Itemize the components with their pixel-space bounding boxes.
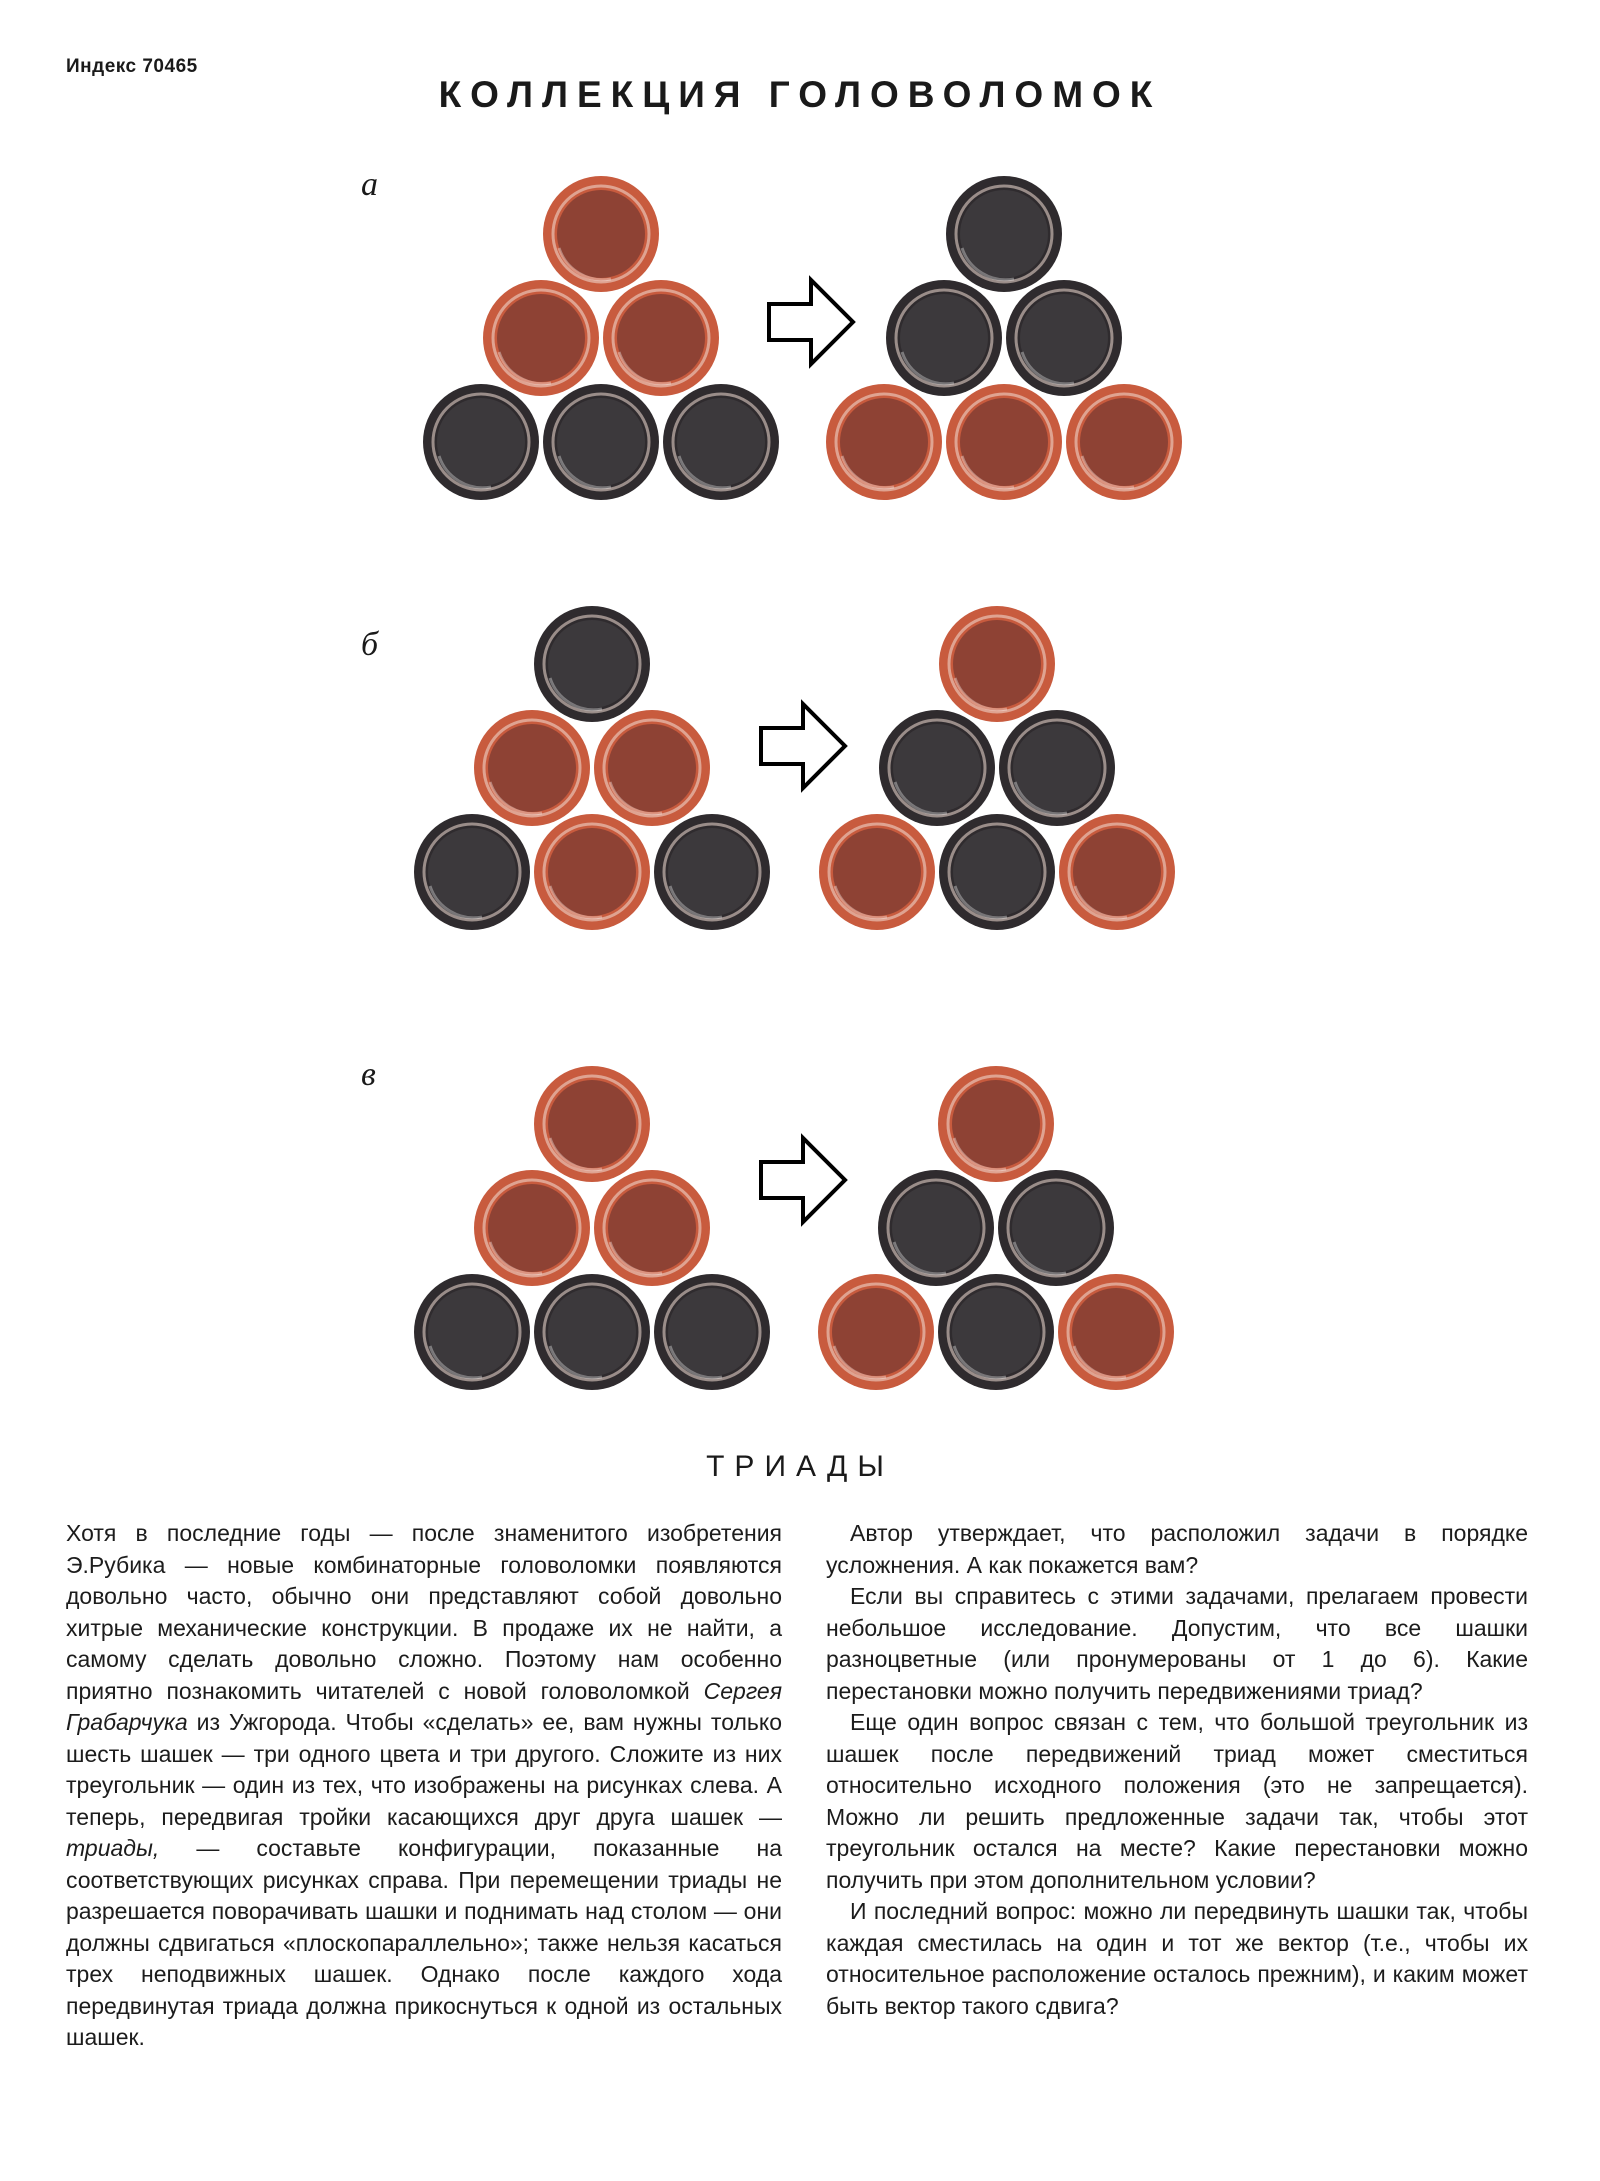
figure-label: в	[361, 1056, 376, 1093]
red-checker	[474, 1170, 590, 1286]
red-checker	[1059, 814, 1175, 930]
red-checker	[534, 1066, 650, 1182]
red-checker	[826, 384, 942, 500]
red-checker	[946, 384, 1062, 500]
black-checker	[543, 384, 659, 500]
red-checker	[594, 1170, 710, 1286]
black-checker	[534, 1274, 650, 1390]
figure-label: б	[361, 626, 379, 663]
red-checker	[543, 176, 659, 292]
article-paragraph: Хотя в последние годы — после знаменитого изобретения Э.Рубика — новые комбинаторные головоломки появляются довольно часто, обычно они представляют собой довольно хитрые механические конструкции. В продаже их не найти, а самому сделать довольно сложно. Поэтому нам особенно приятно познакомить читателей с новой головоломкой Сергея Грабарчука из Ужгорода. Чтобы «сделать» ее, вам нужны только шесть шашек — три одного цвета и три другого. Сложите из них треугольник — один из тех, что изображены на рисунках слева. А теперь, передвигая тройки касающихся друг друга шашек — триады, — составьте конфигурации, показанные на соответствующих рисунках справа. При перемещении триады не разрешается поворачивать шашки и поднимать над столом — они должны сдвигаться «плоскопараллельно»; также нельзя касаться трех неподвижных шашек. Однако после каждого хода передвинутая триада должна прикоснуться к одной из остальных шашек.	[66, 1520, 782, 2050]
article-paragraph: Еще один вопрос связан с тем, что большой треугольник из шашек после передвижений триад может сместиться относительно исходного положения (это не запрещается). Можно ли решить предложенные задачи так, чтобы этот треугольник остался на месте? Какие перестановки можно получить при этом дополнительном условии?	[826, 1709, 1528, 1893]
article-paragraph: Если вы справитесь с этими задачами, прелагаем провести небольшое исследование. Допустим, что все шашки разноцветные (или пронумерованы от 1 до 6). Какие перестановки можно получить передвижениями триад?	[826, 1583, 1528, 1704]
black-checker	[1006, 280, 1122, 396]
black-checker	[654, 814, 770, 930]
black-checker	[879, 710, 995, 826]
red-checker	[938, 1066, 1054, 1182]
article-right-column	[826, 1518, 1528, 2022]
black-checker	[886, 280, 1002, 396]
red-checker	[1066, 384, 1182, 500]
black-checker	[414, 1274, 530, 1390]
figure-label: а	[361, 166, 378, 203]
black-checker	[938, 1274, 1054, 1390]
figure-a-svg	[0, 160, 1600, 520]
red-checker	[474, 710, 590, 826]
black-checker	[663, 384, 779, 500]
black-checker	[998, 1170, 1114, 1286]
figure-a	[0, 160, 1600, 520]
right-arrow-icon	[761, 1138, 845, 1222]
red-checker	[939, 606, 1055, 722]
red-checker	[534, 814, 650, 930]
term-triads: триады,	[66, 1835, 160, 1861]
red-checker	[594, 710, 710, 826]
figure-b-svg	[0, 600, 1600, 960]
right-arrow-icon	[761, 704, 845, 788]
article-paragraph: Автор утверждает, что расположил задачи в порядке усложнения. А как покажется вам?	[826, 1520, 1528, 1578]
page-title: КОЛЛЕКЦИЯ ГОЛОВОЛОМОК	[438, 74, 1162, 115]
right-arrow-icon	[769, 280, 853, 364]
red-checker	[1058, 1274, 1174, 1390]
black-checker	[414, 814, 530, 930]
section-title: ТРИАДЫ	[706, 1450, 894, 1483]
black-checker	[654, 1274, 770, 1390]
red-checker	[818, 1274, 934, 1390]
black-checker	[534, 606, 650, 722]
red-checker	[603, 280, 719, 396]
figure-b	[0, 600, 1600, 960]
figure-c-svg	[0, 1038, 1600, 1398]
red-checker	[819, 814, 935, 930]
article-paragraph: И последний вопрос: можно ли передвинуть шашки так, чтобы каждая сместилась на один и тот же вектор (т.е., чтобы их относительное расположение осталось прежним), и каким может быть вектор такого сдвига?	[826, 1898, 1528, 2019]
black-checker	[878, 1170, 994, 1286]
black-checker	[946, 176, 1062, 292]
author-name: Сергея Грабарчука	[66, 1677, 782, 1735]
red-checker	[483, 280, 599, 396]
index-label: Индекс 70465	[66, 56, 198, 77]
figure-c	[0, 1038, 1600, 1398]
article-left-column	[66, 1518, 782, 2054]
black-checker	[939, 814, 1055, 930]
black-checker	[999, 710, 1115, 826]
black-checker	[423, 384, 539, 500]
